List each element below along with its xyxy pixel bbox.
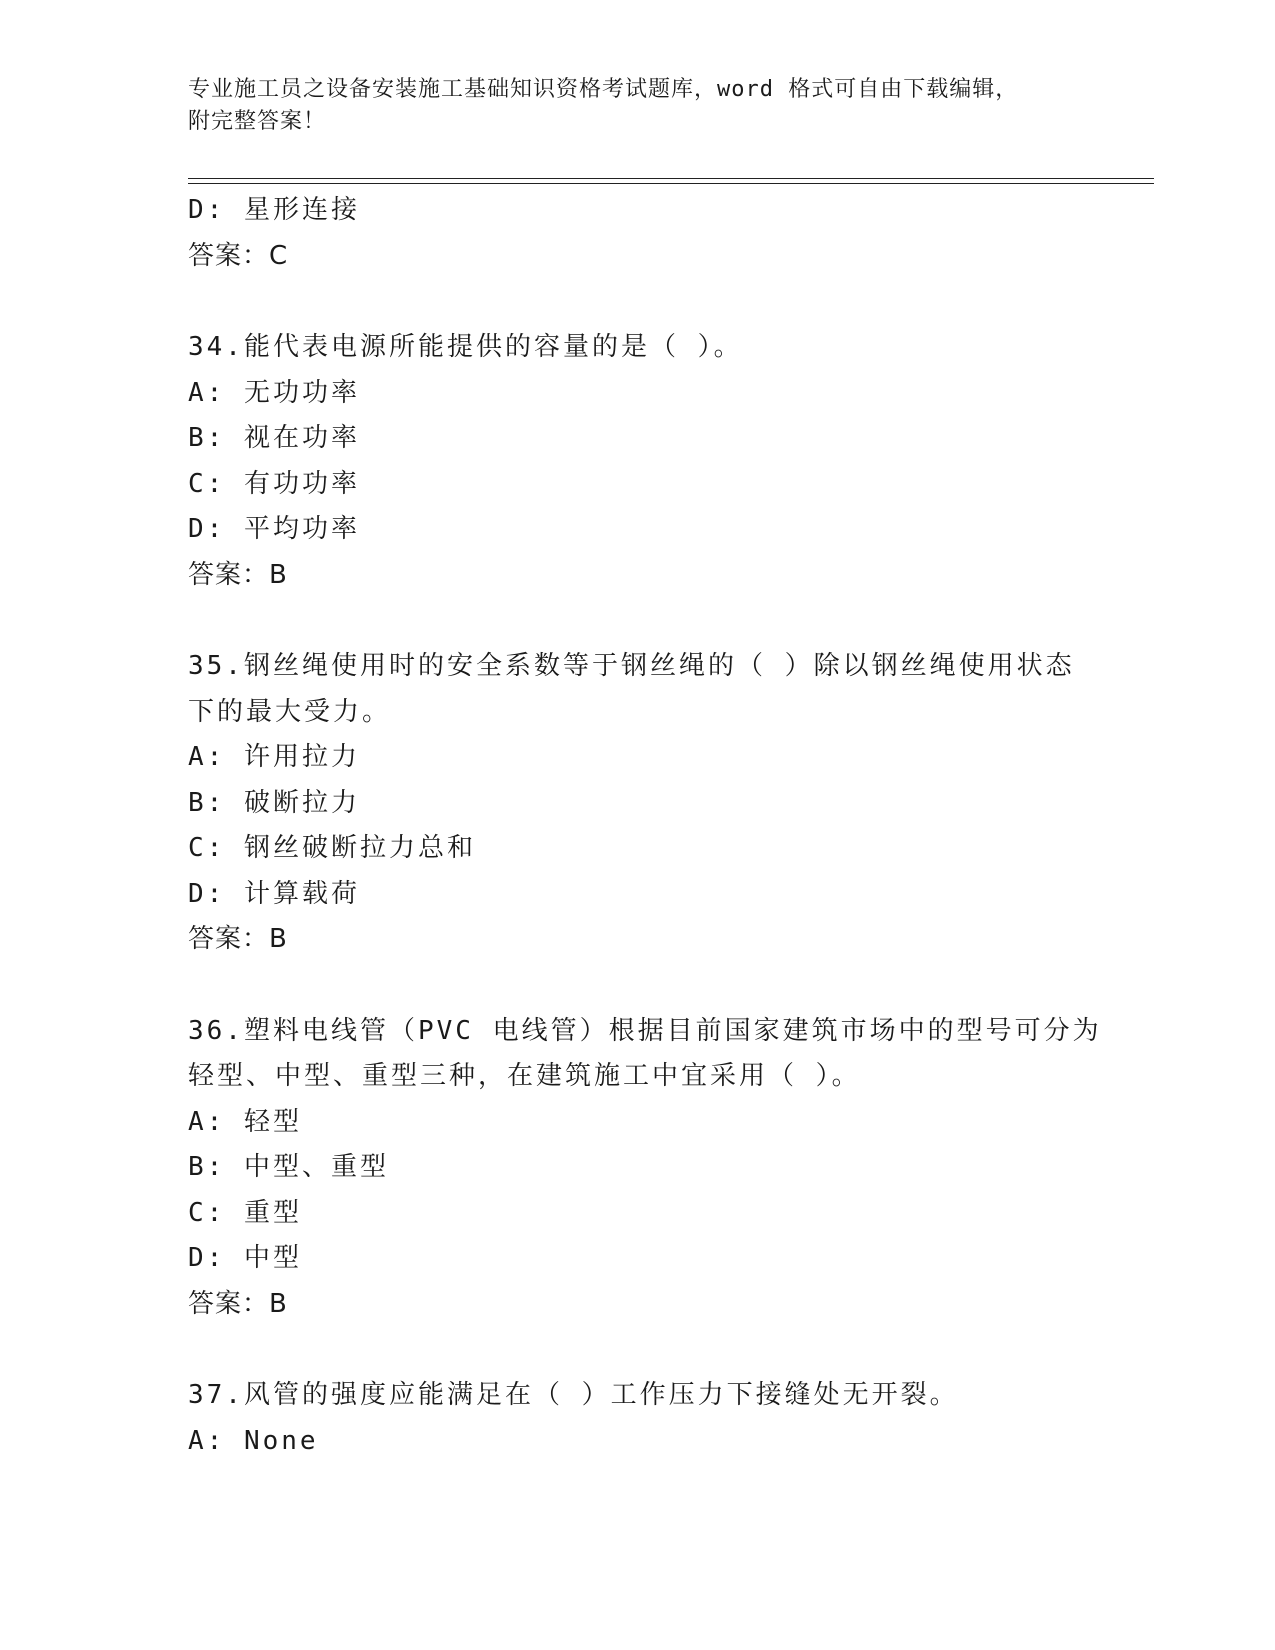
option-a: A: 许用拉力 <box>188 742 360 772</box>
option-a: A: 轻型 <box>188 1106 302 1137</box>
option-b: B: 视在功率 <box>188 423 360 453</box>
document-body <box>188 188 1102 1464</box>
question-35 <box>188 644 1088 963</box>
question-text: 34.能代表电源所能提供的容量的是（ ）。 <box>188 332 743 362</box>
question-text: 37.风管的强度应能满足在（ ）工作压力下接缝处无开裂。 <box>188 1380 959 1410</box>
previous-question-tail <box>188 188 1088 279</box>
option-d: D: 计算载荷 <box>188 878 360 909</box>
header-line-1: 专业施工员之设备安装施工基础知识资格考试题库，word 格式可自由下载编辑， <box>188 77 1019 102</box>
option-c: C: 钢丝破断拉力总和 <box>188 833 476 863</box>
question-text: 35.钢丝绳使用时的安全系数等于钢丝绳的（ ）除以钢丝绳使用状态 <box>188 651 1075 681</box>
header-line-2: 附完整答案！ <box>188 109 327 134</box>
page-header <box>188 74 1088 138</box>
answer-line: 答案：C <box>188 240 289 271</box>
option-c: C: 重型 <box>188 1197 302 1228</box>
answer-line: 答案：B <box>188 924 288 954</box>
question-36 <box>188 1009 1102 1328</box>
question-37 <box>188 1373 1088 1464</box>
question-text-continued: 下的最大受力。 <box>188 696 392 727</box>
header-rule-top <box>188 178 1154 179</box>
option-a: A: None <box>188 1425 319 1456</box>
option-a: A: 无功功率 <box>188 377 360 408</box>
option-b: B: 破断拉力 <box>188 787 360 818</box>
header-rule-bottom <box>188 183 1154 184</box>
option-b: B: 中型、重型 <box>188 1152 389 1182</box>
question-text: 36.塑料电线管（PVC 电线管）根据目前国家建筑市场中的型号可分为 <box>188 1015 1102 1046</box>
question-text-continued: 轻型、中型、重型三种，在建筑施工中宜采用（ ）。 <box>188 1061 861 1091</box>
answer-line: 答案：B <box>188 1288 288 1319</box>
question-34 <box>188 325 1088 598</box>
answer-line: 答案：B <box>188 559 288 590</box>
option-d: D: 平均功率 <box>188 514 360 544</box>
option-d: D: 中型 <box>188 1243 302 1273</box>
option-c: C: 有功功率 <box>188 468 360 499</box>
option-d: D: 星形连接 <box>188 195 360 225</box>
